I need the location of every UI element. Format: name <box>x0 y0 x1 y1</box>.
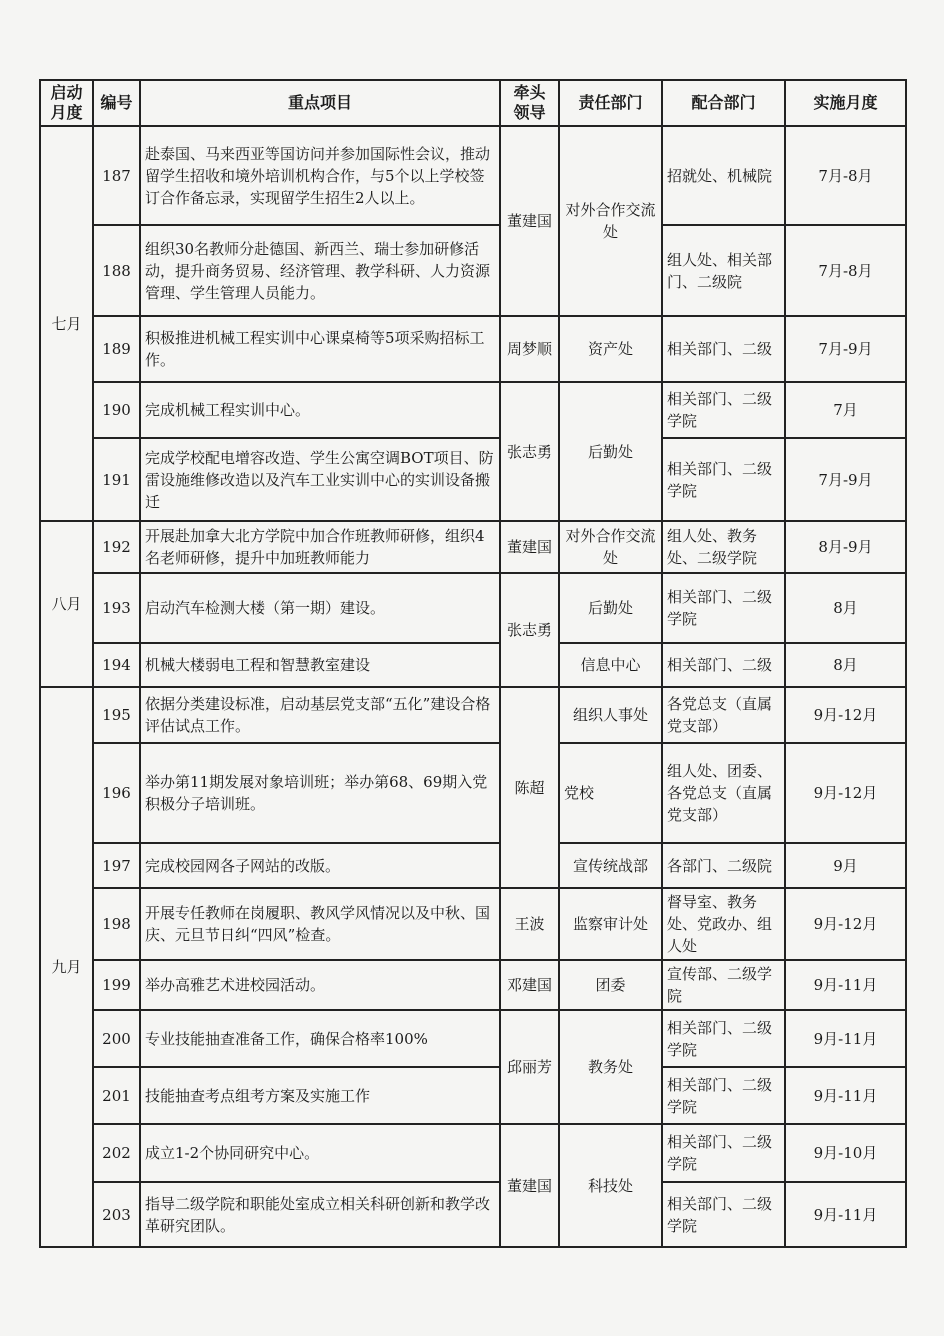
row-item: 完成学校配电增容改造、学生公寓空调BOT项目、防雷设施维修改造以及汽车工业实训中心的实训设备搬迁 <box>140 438 500 521</box>
header-month: 启动 月度 <box>40 80 93 126</box>
row-id: 190 <box>93 382 140 438</box>
header-item: 重点项目 <box>140 80 500 126</box>
row-id: 187 <box>93 126 140 225</box>
period-cell: 7月 <box>785 382 906 438</box>
period-cell: 9月 <box>785 843 906 888</box>
row-id: 188 <box>93 225 140 316</box>
table-row <box>40 1182 906 1247</box>
period-cell: 7月-8月 <box>785 126 906 225</box>
period-cell: 9月-11月 <box>785 960 906 1010</box>
dept-cell: 对外合作交流处 <box>559 521 662 573</box>
period-cell: 9月-12月 <box>785 687 906 743</box>
coop-cell: 相关部门、二级学院 <box>662 1182 785 1247</box>
coop-cell: 招就处、机械院 <box>662 126 785 225</box>
row-id: 192 <box>93 521 140 573</box>
dept-cell: 团委 <box>559 960 662 1010</box>
row-id: 201 <box>93 1067 140 1124</box>
coop-cell: 相关部门、二级学院 <box>662 573 785 643</box>
month-cell: 七月 <box>40 126 93 521</box>
period-cell: 9月-11月 <box>785 1067 906 1124</box>
period-cell: 8月 <box>785 643 906 687</box>
dept-cell: 对外合作交流处 <box>559 126 662 316</box>
table-row <box>40 573 906 643</box>
coop-cell: 相关部门、二级学院 <box>662 382 785 438</box>
row-id: 202 <box>93 1124 140 1182</box>
row-id: 199 <box>93 960 140 1010</box>
leader-cell: 张志勇 <box>500 573 559 687</box>
leader-cell: 张志勇 <box>500 382 559 521</box>
table-row <box>40 1124 906 1182</box>
month-cell: 八月 <box>40 521 93 687</box>
coop-cell: 相关部门、二级 <box>662 643 785 687</box>
row-item: 举办第11期发展对象培训班；举办第68、69期入党积极分子培训班。 <box>140 743 500 843</box>
row-item: 指导二级学院和职能处室成立相关科研创新和教学改革研究团队。 <box>140 1182 500 1247</box>
table-row <box>40 960 906 1010</box>
table-row <box>40 643 906 687</box>
dept-cell: 后勤处 <box>559 382 662 521</box>
dept-cell: 组织人事处 <box>559 687 662 743</box>
coop-cell: 相关部门、二级学院 <box>662 1010 785 1067</box>
period-cell: 9月-12月 <box>785 743 906 843</box>
dept-cell: 信息中心 <box>559 643 662 687</box>
leader-cell: 邱丽芳 <box>500 1010 559 1124</box>
row-id: 203 <box>93 1182 140 1247</box>
row-item: 组织30名教师分赴德国、新西兰、瑞士参加研修活动，提升商务贸易、经济管理、教学科研、人力资源管理、学生管理人员能力。 <box>140 225 500 316</box>
dept-cell: 科技处 <box>559 1124 662 1247</box>
leader-cell: 王波 <box>500 888 559 960</box>
row-item: 开展专任教师在岗履职、教风学风情况以及中秋、国庆、元旦节日纠“四风”检查。 <box>140 888 500 960</box>
leader-cell: 董建国 <box>500 521 559 573</box>
header-id: 编号 <box>93 80 140 126</box>
coop-cell: 组人处、教务处、二级学院 <box>662 521 785 573</box>
row-item: 赴泰国、马来西亚等国访问并参加国际性会议，推动留学生招收和境外培训机构合作，与5个以上学校签订合作备忘录，实现留学生招生2人以上。 <box>140 126 500 225</box>
coop-cell: 组人处、相关部门、二级院 <box>662 225 785 316</box>
header-leader: 牵头 领导 <box>500 80 559 126</box>
leader-cell: 陈超 <box>500 687 559 888</box>
period-cell: 7月-9月 <box>785 316 906 382</box>
coop-cell: 组人处、团委、各党总支（直属党支部） <box>662 743 785 843</box>
coop-cell: 相关部门、二级学院 <box>662 1067 785 1124</box>
coop-cell: 相关部门、二级 <box>662 316 785 382</box>
table-row <box>40 225 906 316</box>
row-id: 198 <box>93 888 140 960</box>
row-item: 机械大楼弱电工程和智慧教室建设 <box>140 643 500 687</box>
period-cell: 9月-11月 <box>785 1182 906 1247</box>
coop-cell: 相关部门、二级学院 <box>662 1124 785 1182</box>
row-id: 189 <box>93 316 140 382</box>
table-row <box>40 1067 906 1124</box>
row-item: 举办高雅艺术进校园活动。 <box>140 960 500 1010</box>
table-row <box>40 521 906 573</box>
dept-cell: 宣传统战部 <box>559 843 662 888</box>
coop-cell: 督导室、教务处、党政办、组人处 <box>662 888 785 960</box>
month-cell: 九月 <box>40 687 93 1247</box>
leader-cell: 周梦顺 <box>500 316 559 382</box>
period-cell: 7月-9月 <box>785 438 906 521</box>
row-item: 成立1-2个协同研究中心。 <box>140 1124 500 1182</box>
coop-cell: 宣传部、二级学院 <box>662 960 785 1010</box>
row-id: 194 <box>93 643 140 687</box>
row-id: 193 <box>93 573 140 643</box>
row-item: 依据分类建设标准，启动基层党支部“五化”建设合格评估试点工作。 <box>140 687 500 743</box>
table-row <box>40 888 906 960</box>
row-item: 完成机械工程实训中心。 <box>140 382 500 438</box>
row-id: 200 <box>93 1010 140 1067</box>
row-id: 191 <box>93 438 140 521</box>
dept-cell: 资产处 <box>559 316 662 382</box>
table-row <box>40 382 906 438</box>
table-row <box>40 1010 906 1067</box>
work-plan-table <box>39 79 907 1248</box>
coop-cell: 各部门、二级院 <box>662 843 785 888</box>
leader-cell: 邓建国 <box>500 960 559 1010</box>
row-item: 专业技能抽查准备工作，确保合格率100% <box>140 1010 500 1067</box>
period-cell: 7月-8月 <box>785 225 906 316</box>
coop-cell: 相关部门、二级学院 <box>662 438 785 521</box>
coop-cell: 各党总支（直属党支部） <box>662 687 785 743</box>
row-id: 196 <box>93 743 140 843</box>
table-row <box>40 316 906 382</box>
table-row <box>40 843 906 888</box>
table-row <box>40 687 906 743</box>
period-cell: 9月-10月 <box>785 1124 906 1182</box>
dept-cell: 教务处 <box>559 1010 662 1124</box>
row-item: 技能抽查考点组考方案及实施工作 <box>140 1067 500 1124</box>
header-coop: 配合部门 <box>662 80 785 126</box>
row-item: 积极推进机械工程实训中心课桌椅等5项采购招标工作。 <box>140 316 500 382</box>
table-row <box>40 126 906 225</box>
row-id: 197 <box>93 843 140 888</box>
header-dept: 责任部门 <box>559 80 662 126</box>
header-period: 实施月度 <box>785 80 906 126</box>
leader-cell: 董建国 <box>500 126 559 316</box>
period-cell: 8月-9月 <box>785 521 906 573</box>
period-cell: 8月 <box>785 573 906 643</box>
dept-cell: 监察审计处 <box>559 888 662 960</box>
period-cell: 9月-12月 <box>785 888 906 960</box>
row-item: 完成校园网各子网站的改版。 <box>140 843 500 888</box>
dept-cell: 后勤处 <box>559 573 662 643</box>
leader-cell: 董建国 <box>500 1124 559 1247</box>
period-cell: 9月-11月 <box>785 1010 906 1067</box>
header-row <box>40 80 906 126</box>
row-id: 195 <box>93 687 140 743</box>
dept-cell: 党校 <box>559 743 662 843</box>
row-item: 开展赴加拿大北方学院中加合作班教师研修，组织4名老师研修，提升中加班教师能力 <box>140 521 500 573</box>
row-item: 启动汽车检测大楼（第一期）建设。 <box>140 573 500 643</box>
table-row <box>40 438 906 521</box>
table-row <box>40 743 906 843</box>
